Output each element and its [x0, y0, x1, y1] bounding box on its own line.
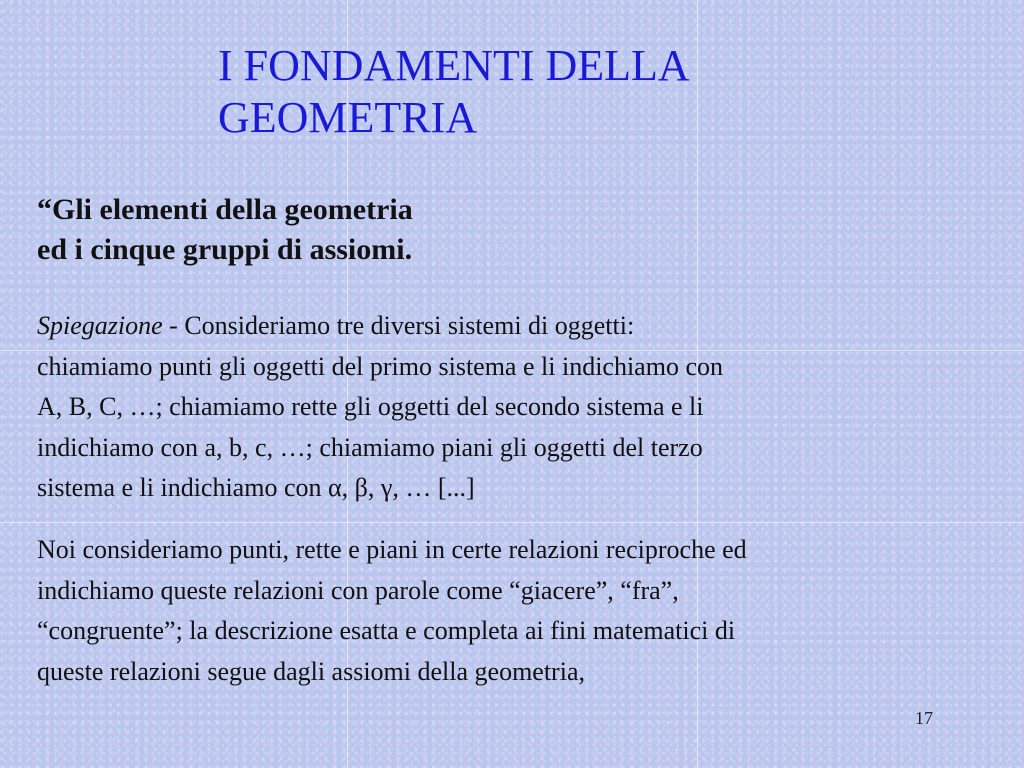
- subtitle-line: “Gli elementi della geometria: [37, 193, 413, 226]
- paragraph-line: “congruente”; la descrizione esatta e completa ai fini matematici di: [37, 616, 736, 646]
- slide-subtitle: [37, 190, 637, 270]
- paragraph-line: Noi consideriamo punti, rette e piani in certe relazioni reciproche ed: [37, 535, 747, 564]
- paragraph-line: indichiamo queste relazioni con parole come “giacere”, “fra”,: [37, 575, 679, 605]
- explanation-paragraph: [37, 306, 987, 509]
- background-tile-divider: [0, 522, 1024, 523]
- explanation-label: Spiegazione: [37, 311, 163, 340]
- paragraph-line: indichiamo con a, b, c, …; chiamiamo piani gli oggetti del terzo: [37, 432, 703, 462]
- paragraph-line: sistema e li indichiamo con α, β, γ, … [...]: [37, 473, 475, 503]
- paragraph-line: [37, 306, 987, 347]
- subtitle-line: ed i cinque gruppi di assiomi.: [37, 233, 413, 266]
- slide-title: [218, 40, 838, 144]
- slide-title-line: I FONDAMENTI DELLA: [218, 41, 690, 90]
- page-number: 17: [915, 708, 933, 728]
- relations-paragraph: [37, 530, 987, 692]
- paragraph-line: A, B, C, …; chiamiamo rette gli oggetti del secondo sistema e li: [37, 392, 704, 422]
- paragraph-line: queste relazioni segue dagli assiomi della geometria,: [37, 656, 585, 686]
- paragraph-line: chiamiamo punti gli oggetti del primo sistema e li indichiamo con: [37, 351, 723, 381]
- slide-title-line: GEOMETRIA: [218, 93, 478, 142]
- paragraph-text: - Consideriamo tre diversi sistemi di oggetti:: [162, 311, 635, 340]
